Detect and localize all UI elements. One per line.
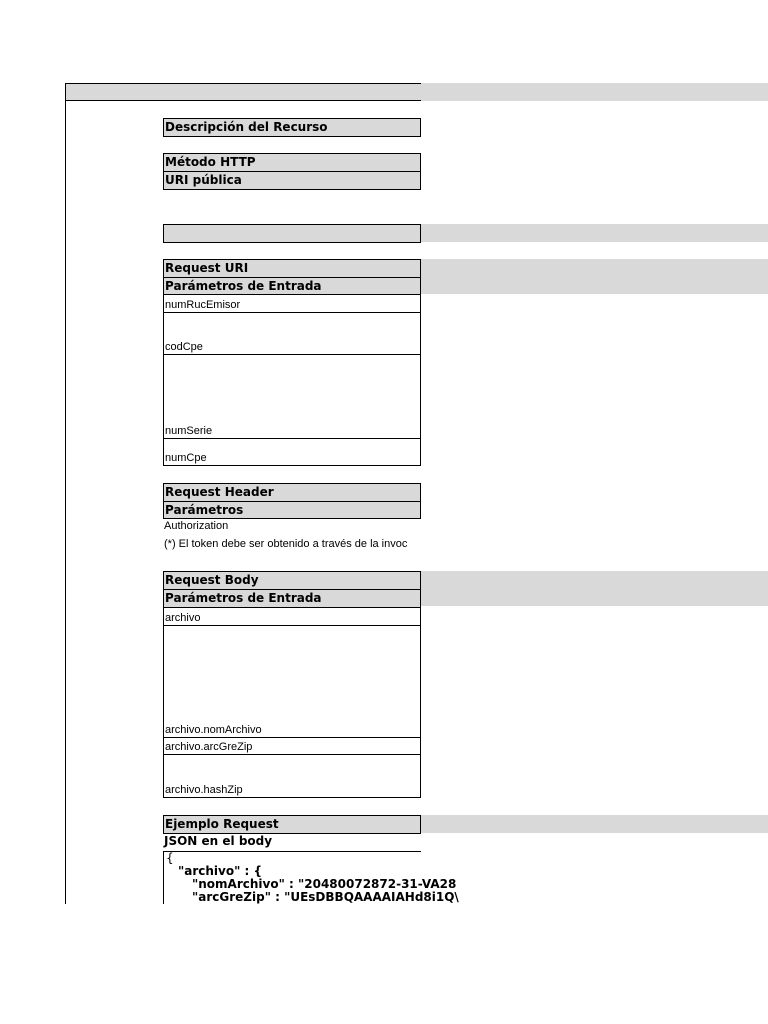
- request-uri-params-label: Parámetros de Entrada: [163, 277, 421, 295]
- param-numRucEmisor: numRucEmisor: [163, 294, 421, 313]
- param-authorization: Authorization: [164, 520, 229, 532]
- empty-header-band-right: [421, 224, 768, 242]
- descripcion-recurso-label: Descripción del Recurso: [163, 118, 421, 137]
- metodo-http-label: Método HTTP: [163, 153, 421, 172]
- example-request-title: Ejemplo Request: [163, 815, 421, 834]
- param-numSerie: numSerie: [163, 354, 421, 439]
- json-line-4: "arcGreZip" : "UEsDBBQAAAAIAHd8i1Q\: [192, 890, 459, 904]
- uri-publica-label: URI pública: [163, 171, 421, 190]
- token-note: (*) El token debe ser obtenido a través de la invoc: [164, 538, 408, 550]
- request-header-params-label: Parámetros: [163, 501, 421, 519]
- param-numCpe: numCpe: [163, 438, 421, 466]
- param-codCpe: codCpe: [163, 312, 421, 355]
- empty-header-bar: [163, 224, 421, 243]
- request-body-title: Request Body: [163, 571, 421, 590]
- json-line-2: "archivo" : {: [178, 864, 263, 878]
- request-header-title: Request Header: [163, 483, 421, 502]
- top-band-right: [421, 83, 768, 101]
- json-line-3: "nomArchivo" : "20480072872-31-VA28: [192, 877, 457, 891]
- request-uri-band-right: [421, 259, 768, 294]
- param-archivo-arcGreZip: archivo.arcGreZip: [163, 737, 421, 755]
- json-body-label: JSON en el body: [163, 833, 421, 852]
- request-uri-title: Request URI: [163, 259, 421, 278]
- param-archivo-hashZip: archivo.hashZip: [163, 754, 421, 798]
- top-band: [66, 84, 421, 101]
- param-archivo-nomArchivo: archivo.nomArchivo: [163, 625, 421, 738]
- example-band-right: [421, 815, 768, 833]
- param-archivo: archivo: [163, 607, 421, 626]
- request-body-params-label: Parámetros de Entrada: [163, 589, 421, 608]
- json-line-1: {: [166, 851, 174, 865]
- json-example-block: [163, 851, 459, 904]
- request-body-band-right: [421, 571, 768, 606]
